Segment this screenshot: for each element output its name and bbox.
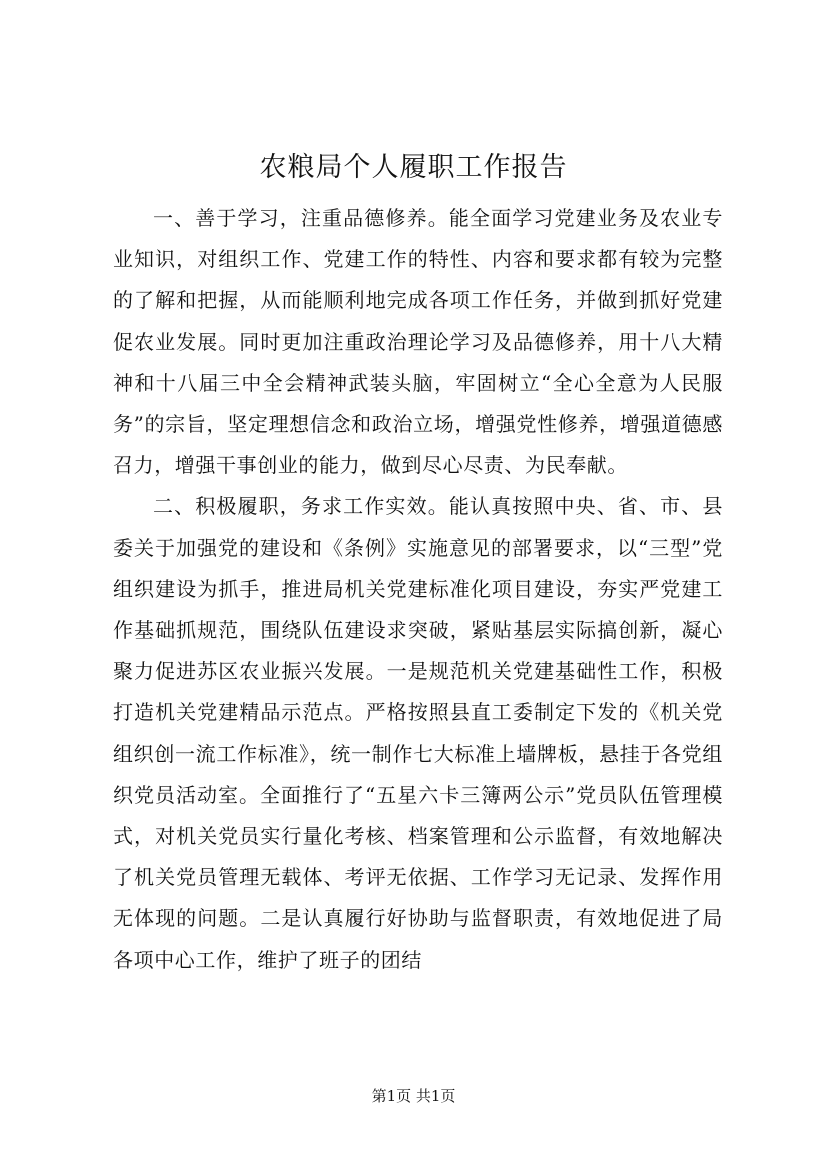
- paragraph-1: 一、善于学习，注重品德修养。能全面学习党建业务及农业专业知识，对组织工作、党建工作的特性、内容和要求都有较为完整的了解和把握，从而能顺利地完成各项工作任务，并做到抓好党建促农业发展。同时更加注重政治理论学习及品德修养，用十八大精神和十八届三中全会精神武装头脑，牢固树立“全心全意为人民服务”的宗旨，坚定理想信念和政治立场，增强党性修养，增强道德感召力，增强干事创业的能力，做到尽心尽责、为民奉献。: [113, 206, 723, 478]
- page-footer: 第1页 共1页: [371, 1087, 456, 1105]
- paragraph-2: 二、积极履职，务求工作实效。能认真按照中央、省、市、县委关于加强党的建设和《条例》实施意见的部署要求，以“三型”党组织建设为抓手，推进局机关党建标准化项目建设，夯实严党建工作基础抓规范，围绕队伍建设求突破，紧贴基层实际搞创新，凝心聚力促进苏区农业振兴发展。一是规范机关党建基础性工作，积极打造机关党建精品示范点。严格按照县直工委制定下发的《机关党组织创一流工作标准》，统一制作七大标准上墙牌板，悬挂于各党组织党员活动室。全面推行了“五星六卡三簿两公示”党员队伍管理模式，对机关党员实行量化考核、档案管理和公示监督，有效地解决了机关党员管理无载体、考评无依据、工作学习无记录、发挥作用无体现的问题。二是认真履行好协助与监督职责，有效地促进了局各项中心工作，维护了班子的团结: [113, 494, 723, 972]
- document-body: [113, 198, 723, 981]
- document-title: 农粮局个人履职工作报告: [259, 152, 568, 183]
